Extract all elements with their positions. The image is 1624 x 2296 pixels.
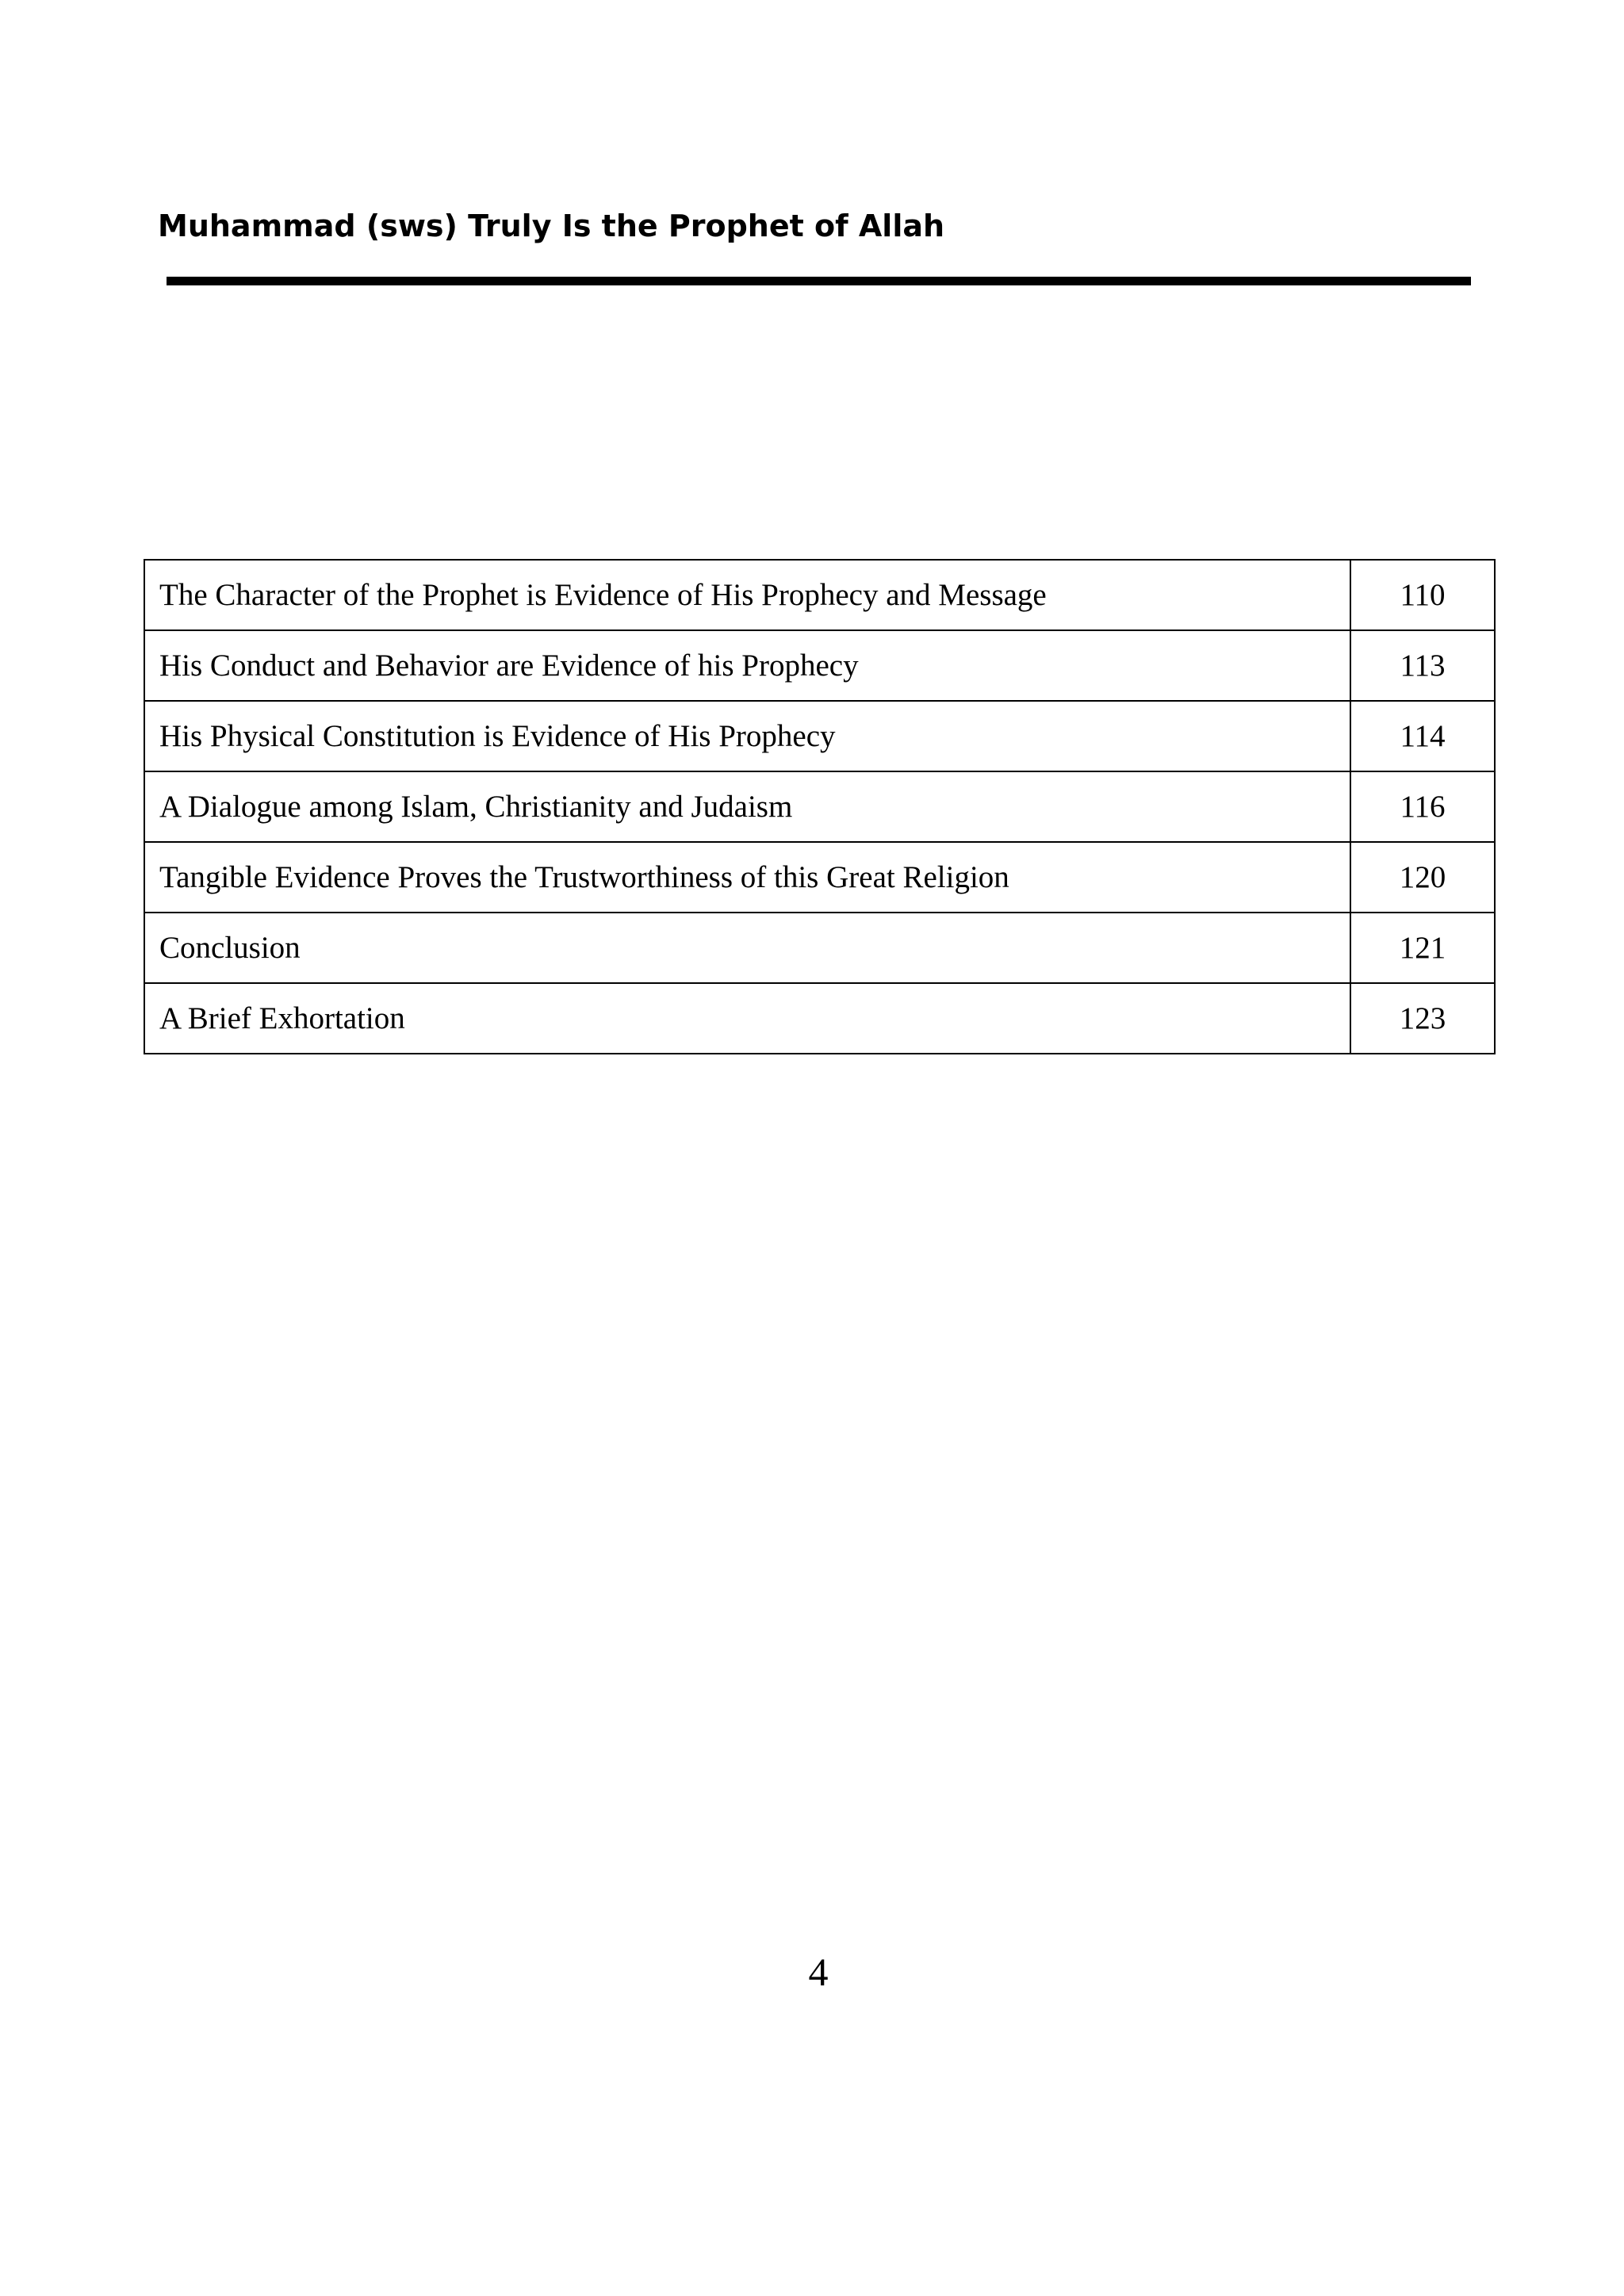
toc-entry-title: A Brief Exhortation xyxy=(144,983,1350,1054)
toc-entry-page: 114 xyxy=(1350,701,1495,771)
table-row xyxy=(144,983,1495,1054)
toc-entry-page: 116 xyxy=(1350,771,1495,842)
page-number: 4 xyxy=(808,1950,829,1994)
toc-entry-title: His Physical Constitution is Evidence of His Prophecy xyxy=(144,701,1350,771)
header-rule xyxy=(167,277,1471,285)
table-row xyxy=(144,913,1495,983)
toc-entry-page: 113 xyxy=(1350,630,1495,701)
toc-entry-title: A Dialogue among Islam, Christianity and Judaism xyxy=(144,771,1350,842)
toc-entry-page: 123 xyxy=(1350,983,1495,1054)
toc-entry-page: 121 xyxy=(1350,913,1495,983)
table-of-contents xyxy=(144,559,1496,1054)
toc-entry-title: The Character of the Prophet is Evidence of His Prophecy and Message xyxy=(144,560,1350,630)
toc-entry-title: Tangible Evidence Proves the Trustworthiness of this Great Religion xyxy=(144,842,1350,913)
toc-entry-page: 120 xyxy=(1350,842,1495,913)
table-row xyxy=(144,630,1495,701)
toc-entry-page: 110 xyxy=(1350,560,1495,630)
toc-entry-title: Conclusion xyxy=(144,913,1350,983)
table-row xyxy=(144,842,1495,913)
table-row xyxy=(144,771,1495,842)
toc-entry-title: His Conduct and Behavior are Evidence of his Prophecy xyxy=(144,630,1350,701)
running-header-title: Muhammad (sws) Truly Is the Prophet of Allah xyxy=(158,209,945,243)
table-row xyxy=(144,701,1495,771)
table-row xyxy=(144,560,1495,630)
